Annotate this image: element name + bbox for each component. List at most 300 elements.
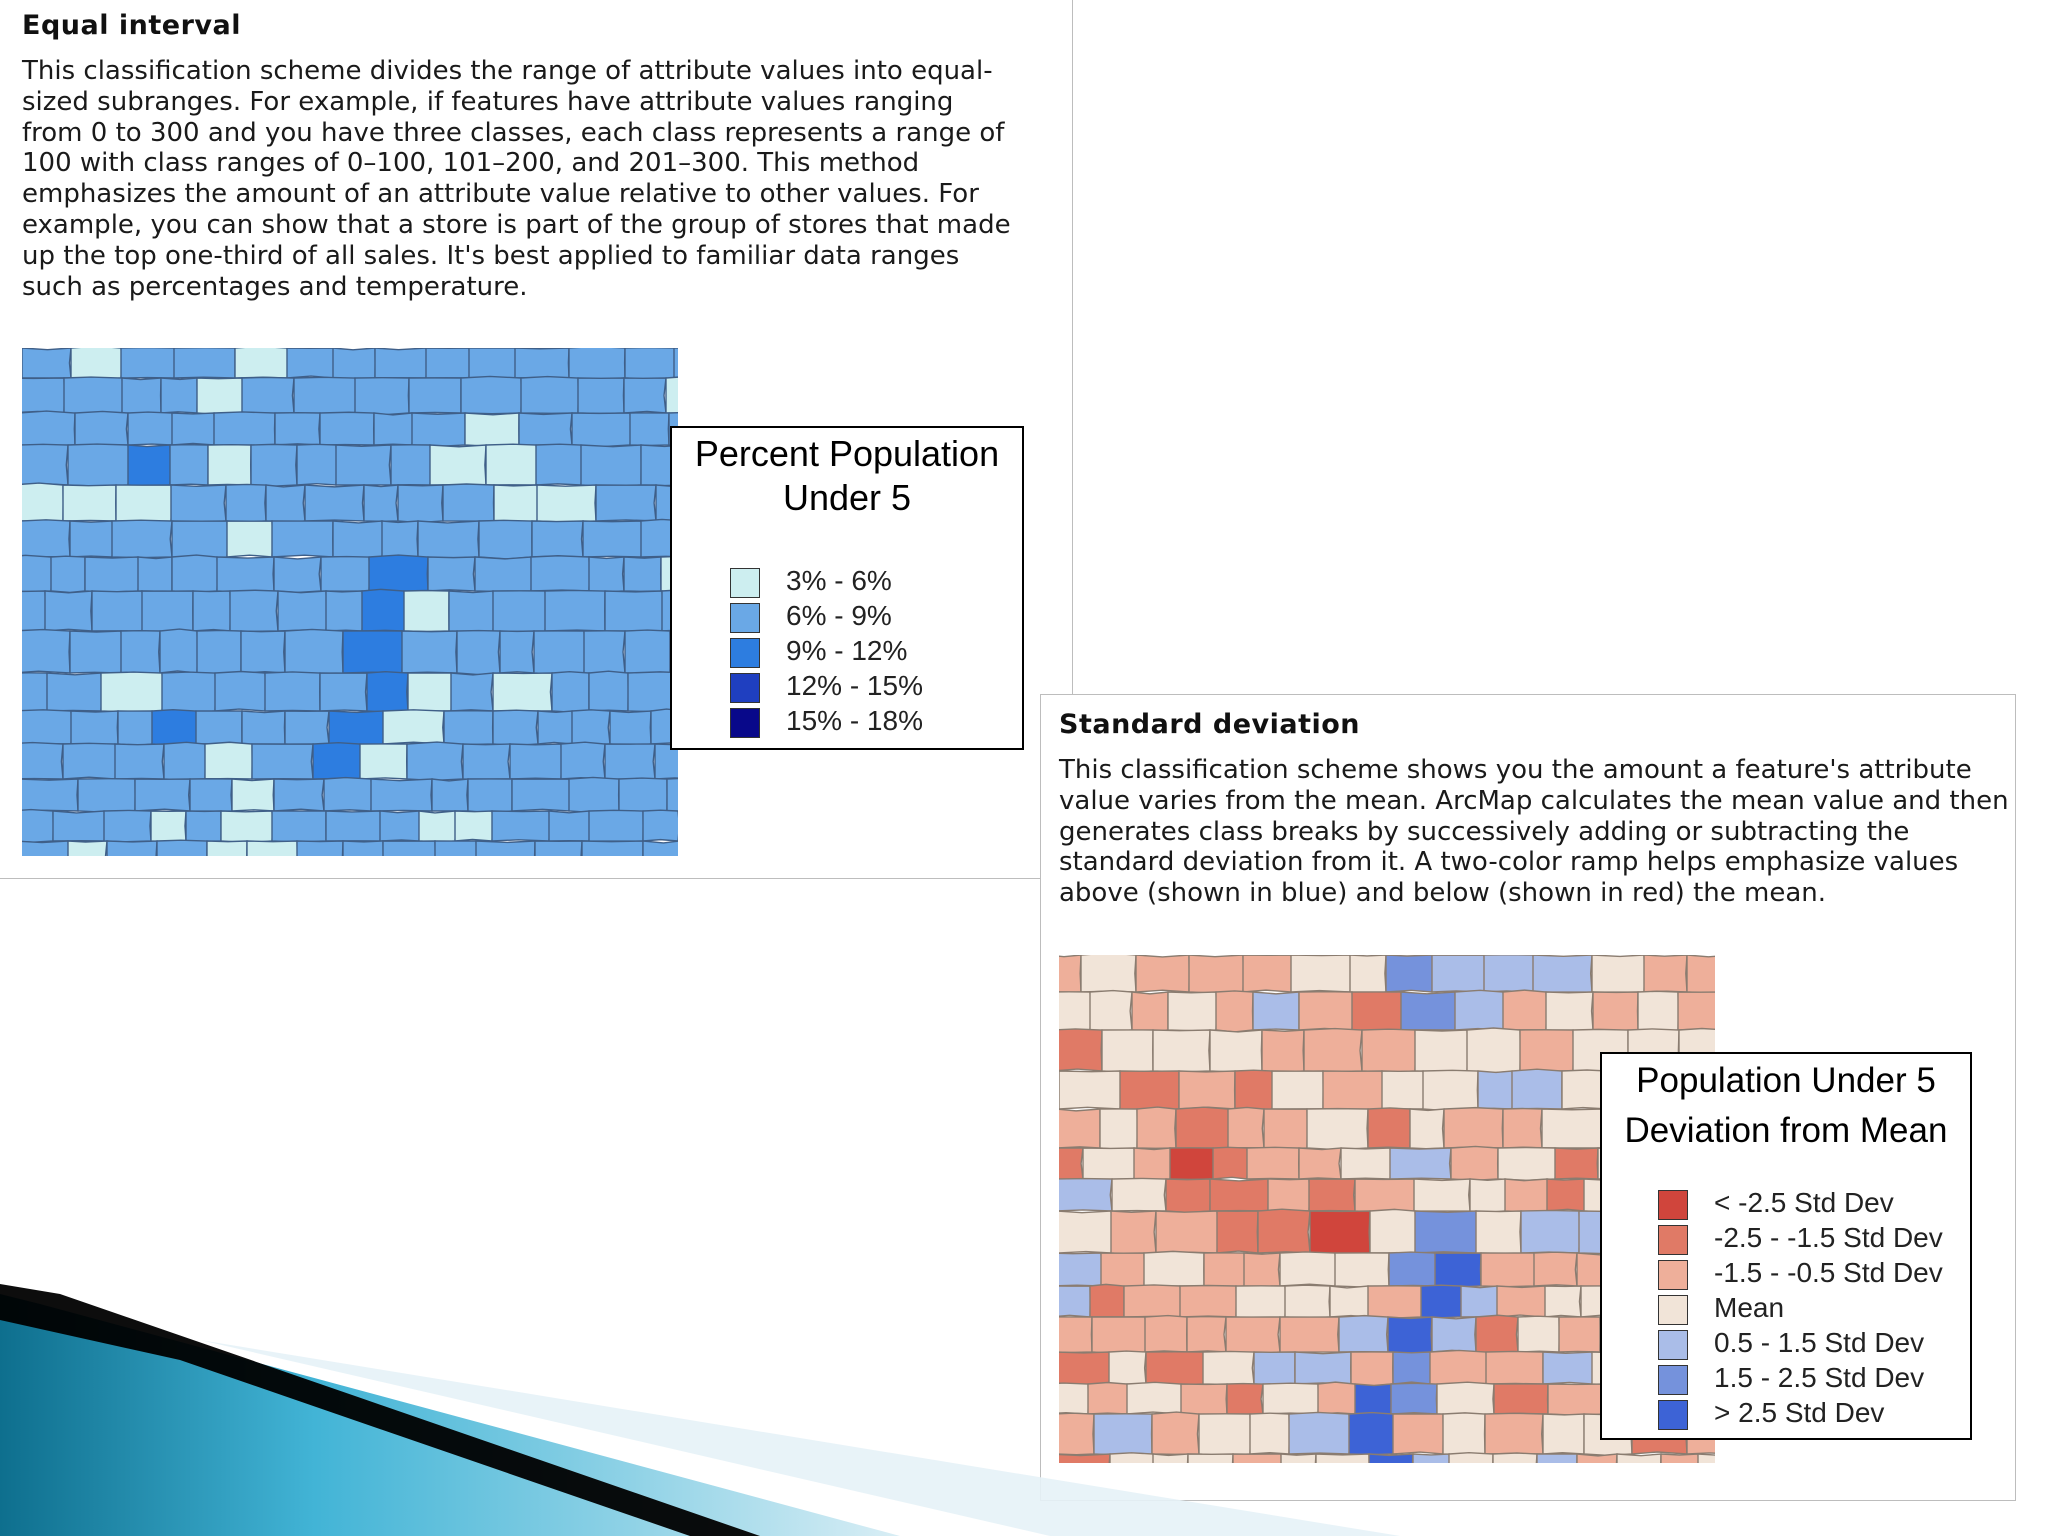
county-polygon — [1390, 1148, 1451, 1179]
county-polygon — [1059, 1071, 1121, 1109]
county-polygon — [313, 743, 362, 779]
county-polygon — [174, 348, 235, 378]
county-polygon — [135, 779, 190, 811]
legend-label: Mean — [1714, 1292, 1785, 1323]
county-polygon — [68, 841, 107, 856]
county-polygon — [274, 557, 321, 592]
county-polygon — [1638, 991, 1678, 1032]
county-polygon — [538, 711, 573, 744]
county-polygon — [63, 485, 116, 521]
county-polygon — [402, 631, 457, 673]
county-polygon — [519, 413, 572, 445]
legend-label: 6% - 9% — [786, 600, 892, 631]
county-polygon — [1166, 1179, 1210, 1213]
county-polygon — [428, 557, 475, 591]
county-polygon — [643, 841, 678, 856]
county-polygon — [22, 810, 53, 843]
standard-deviation-legend-box — [1600, 1052, 1972, 1440]
legend-label: -2.5 - -1.5 Std Dev — [1714, 1222, 1943, 1253]
legend-label: 3% - 6% — [786, 565, 892, 596]
county-polygon — [160, 629, 198, 673]
county-polygon — [1518, 1316, 1559, 1352]
county-polygon — [22, 841, 69, 856]
county-polygon — [360, 744, 407, 779]
legend-swatch — [730, 708, 760, 738]
county-polygon — [68, 444, 130, 486]
county-polygon — [493, 591, 546, 632]
county-polygon — [589, 557, 624, 592]
county-polygon — [493, 710, 538, 745]
county-polygon — [164, 742, 205, 780]
legend-swatch — [730, 638, 760, 668]
county-polygon — [22, 378, 64, 413]
county-polygon — [170, 445, 208, 485]
county-polygon — [1546, 992, 1593, 1031]
county-polygon — [217, 557, 274, 592]
county-polygon — [214, 412, 275, 447]
county-polygon — [1430, 1350, 1487, 1385]
county-polygon — [1543, 1352, 1594, 1384]
county-polygon — [101, 672, 163, 712]
county-polygon — [274, 779, 324, 811]
county-polygon — [1264, 1109, 1307, 1148]
county-polygon — [197, 378, 243, 415]
county-polygon — [605, 744, 655, 779]
county-polygon — [1548, 1384, 1607, 1415]
county-polygon — [1059, 1029, 1102, 1071]
county-polygon — [1310, 1211, 1370, 1255]
legend-swatch — [1658, 1400, 1688, 1430]
county-polygon — [1451, 1146, 1498, 1180]
county-polygon — [1421, 1285, 1462, 1318]
county-polygon — [241, 631, 285, 673]
county-polygon — [374, 413, 413, 445]
county-polygon — [22, 710, 72, 744]
county-polygon — [272, 811, 326, 842]
county-polygon — [235, 348, 288, 378]
county-polygon — [343, 841, 383, 856]
county-polygon — [409, 378, 461, 413]
county-polygon — [419, 811, 456, 842]
county-polygon — [22, 779, 78, 811]
county-polygon — [479, 520, 532, 559]
county-polygon — [1217, 1211, 1258, 1253]
county-polygon — [305, 485, 364, 521]
county-polygon — [1243, 955, 1293, 992]
county-polygon — [362, 589, 405, 631]
county-polygon — [1272, 1071, 1323, 1109]
county-polygon — [1476, 1211, 1521, 1253]
county-polygon — [407, 742, 463, 780]
county-polygon — [251, 444, 297, 486]
county-polygon — [584, 631, 625, 674]
county-polygon — [116, 485, 172, 522]
county-polygon — [1521, 1210, 1580, 1253]
county-polygon — [197, 630, 241, 673]
county-polygon — [1189, 955, 1244, 993]
county-polygon — [666, 376, 678, 413]
county-polygon — [552, 672, 589, 712]
county-polygon — [186, 811, 221, 841]
county-polygon — [22, 673, 49, 711]
county-polygon — [1137, 1107, 1176, 1148]
county-polygon — [1484, 955, 1534, 992]
county-polygon — [535, 841, 582, 856]
county-polygon — [1687, 955, 1715, 993]
county-polygon — [443, 484, 494, 521]
county-polygon — [275, 413, 320, 445]
county-polygon — [1228, 1107, 1264, 1148]
county-polygon — [326, 591, 363, 631]
county-polygon — [1533, 955, 1592, 992]
county-polygon — [1698, 1454, 1715, 1463]
county-polygon — [1370, 1209, 1416, 1253]
county-polygon — [22, 630, 70, 673]
county-polygon — [1090, 991, 1132, 1032]
county-polygon — [1299, 1148, 1341, 1179]
county-polygon — [92, 591, 144, 631]
legend-title-line2: Deviation from Mean — [1624, 1111, 1948, 1150]
county-polygon — [1352, 992, 1402, 1032]
county-polygon — [449, 591, 494, 632]
county-polygon — [333, 521, 383, 558]
county-polygon — [1493, 1453, 1537, 1463]
county-polygon — [364, 485, 398, 521]
county-polygon — [537, 485, 596, 522]
county-polygon — [545, 590, 605, 631]
county-polygon — [278, 591, 327, 631]
county-polygon — [151, 811, 186, 842]
county-polygon — [1059, 1109, 1100, 1148]
county-polygon — [333, 348, 375, 379]
county-polygon — [369, 555, 428, 592]
county-polygon — [435, 841, 477, 856]
county-polygon — [78, 779, 135, 812]
county-polygon — [242, 711, 285, 744]
county-polygon — [510, 744, 562, 779]
county-polygon — [215, 671, 266, 711]
county-polygon — [589, 671, 628, 711]
county-polygon — [430, 445, 486, 485]
county-polygon — [118, 711, 154, 746]
county-polygon — [1059, 1179, 1112, 1211]
legend-title-line1: Population Under 5 — [1636, 1061, 1936, 1100]
county-polygon — [1168, 992, 1217, 1031]
legend-title-line1: Percent Population — [694, 433, 1000, 474]
county-polygon — [329, 711, 384, 746]
county-polygon — [1213, 1147, 1248, 1179]
county-polygon — [468, 779, 512, 813]
county-polygon — [404, 590, 449, 631]
county-polygon — [172, 521, 227, 558]
county-polygon — [1362, 1029, 1416, 1072]
county-polygon — [493, 673, 552, 711]
county-polygon — [643, 810, 678, 841]
legend-title-line2: Under 5 — [782, 477, 912, 518]
county-polygon — [408, 673, 453, 711]
county-polygon — [208, 445, 251, 485]
county-polygon — [1341, 1148, 1392, 1179]
county-polygon — [64, 377, 123, 414]
county-polygon — [1368, 1108, 1410, 1148]
county-polygon — [63, 743, 116, 779]
county-polygon — [605, 591, 663, 631]
county-polygon — [582, 841, 643, 856]
county-polygon — [465, 413, 519, 446]
county-polygon — [1543, 1414, 1584, 1454]
county-polygon — [531, 556, 590, 591]
county-polygon — [1100, 1109, 1137, 1149]
county-polygon — [190, 779, 232, 811]
county-polygon — [1470, 1179, 1507, 1212]
county-polygon — [71, 711, 118, 744]
county-polygon — [128, 412, 173, 445]
county-polygon — [1432, 1317, 1476, 1352]
county-polygon — [1503, 1109, 1542, 1148]
legend-swatch — [1658, 1260, 1688, 1290]
county-polygon — [1253, 992, 1299, 1030]
county-polygon — [1415, 1211, 1478, 1253]
standard-deviation-description: This classification scheme shows you the amount a feature's attribute value varies from the mean. ArcMap calculates the mean value and then generates class breaks by successively adding or subtracting the standard deviation from it. A two-color ramp helps emphasize values above (shown in blue) and below (shown in red) the mean. — [1059, 755, 2009, 909]
county-polygon — [371, 779, 432, 811]
county-polygon — [1644, 955, 1687, 992]
county-polygon — [1156, 1211, 1218, 1253]
county-polygon — [1268, 1179, 1310, 1211]
county-polygon — [1134, 1148, 1172, 1180]
county-polygon — [1520, 1030, 1573, 1071]
county-polygon — [47, 673, 102, 711]
county-polygon — [1102, 1030, 1153, 1073]
county-polygon — [1059, 955, 1081, 993]
county-polygon — [367, 672, 408, 713]
standard-deviation-title: Standard deviation — [1059, 709, 1361, 740]
county-polygon — [476, 841, 535, 856]
county-polygon — [1304, 1029, 1362, 1072]
county-polygon — [625, 348, 675, 379]
county-polygon — [1262, 1030, 1304, 1073]
county-polygon — [221, 811, 273, 843]
county-polygon — [569, 348, 625, 379]
county-polygon — [22, 520, 70, 557]
county-polygon — [115, 744, 164, 779]
county-polygon — [1485, 1413, 1543, 1454]
county-polygon — [53, 811, 106, 841]
county-polygon — [515, 348, 569, 378]
county-polygon — [71, 348, 122, 380]
county-polygon — [104, 810, 151, 841]
county-polygon — [172, 413, 215, 445]
county-polygon — [412, 413, 465, 446]
county-polygon — [1481, 1253, 1535, 1287]
county-polygon — [1059, 992, 1091, 1031]
county-polygon — [285, 711, 329, 746]
legend-label: < -2.5 Std Dev — [1714, 1187, 1894, 1218]
county-polygon — [1258, 1209, 1310, 1253]
county-polygon — [475, 557, 532, 592]
county-polygon — [398, 485, 443, 523]
county-polygon — [355, 378, 409, 415]
county-polygon — [578, 378, 624, 414]
county-polygon — [581, 445, 641, 487]
county-polygon — [1414, 1179, 1470, 1211]
legend-swatch — [1658, 1190, 1688, 1220]
county-polygon — [70, 631, 122, 673]
county-polygon — [624, 378, 666, 413]
county-polygon — [596, 485, 656, 521]
county-polygon — [383, 710, 444, 744]
county-polygon — [227, 521, 273, 557]
county-polygon — [112, 520, 172, 557]
county-polygon — [205, 742, 252, 779]
legend-swatch — [730, 568, 760, 598]
county-polygon — [152, 710, 198, 746]
county-polygon — [380, 811, 420, 841]
county-polygon — [247, 841, 297, 856]
legend-label: 12% - 15% — [786, 670, 923, 701]
county-polygon — [1467, 1028, 1520, 1073]
legend-label: 15% - 18% — [786, 705, 923, 736]
county-polygon — [196, 711, 242, 744]
county-polygon — [1176, 1107, 1229, 1149]
county-polygon — [22, 411, 75, 445]
county-polygon — [1132, 992, 1168, 1032]
county-polygon — [1299, 992, 1353, 1030]
county-polygon — [463, 744, 510, 779]
county-polygon — [1410, 1109, 1444, 1149]
legend-label: 1.5 - 2.5 Std Dev — [1714, 1362, 1925, 1393]
county-polygon — [1083, 1148, 1135, 1181]
county-polygon — [486, 444, 538, 485]
slide-ribbon-decoration — [0, 1280, 1400, 1536]
county-polygon — [1210, 1030, 1262, 1072]
county-polygon — [1111, 1211, 1156, 1255]
county-polygon — [226, 484, 266, 522]
county-polygon — [494, 485, 539, 522]
county-polygon — [534, 631, 585, 674]
county-polygon — [1461, 1286, 1499, 1317]
county-polygon — [320, 673, 367, 711]
county-polygon — [22, 483, 63, 521]
county-polygon — [583, 521, 643, 557]
county-polygon — [157, 840, 207, 856]
county-polygon — [1435, 1253, 1481, 1287]
county-polygon — [1617, 1454, 1661, 1463]
county-polygon — [265, 672, 320, 711]
county-polygon — [1415, 1030, 1468, 1072]
equal-interval-map — [22, 348, 678, 856]
county-polygon — [51, 556, 85, 592]
county-polygon — [382, 521, 418, 557]
county-polygon — [1497, 1286, 1546, 1317]
county-polygon — [532, 521, 583, 557]
county-polygon — [1235, 1070, 1273, 1110]
county-polygon — [138, 557, 172, 591]
county-polygon — [320, 412, 374, 445]
county-polygon — [667, 778, 678, 813]
county-polygon — [1486, 1351, 1543, 1384]
county-polygon — [500, 631, 534, 673]
county-polygon — [232, 779, 274, 811]
legend-label: -1.5 - -0.5 Std Dev — [1714, 1257, 1943, 1288]
county-polygon — [492, 811, 550, 841]
county-polygon — [107, 841, 157, 856]
county-polygon — [297, 444, 337, 485]
county-polygon — [142, 591, 193, 632]
county-polygon — [1393, 1414, 1443, 1454]
county-polygon — [193, 591, 231, 631]
legend-label: 0.5 - 1.5 Std Dev — [1714, 1327, 1925, 1358]
county-polygon — [1432, 955, 1485, 992]
county-polygon — [625, 630, 671, 673]
county-polygon — [1170, 1148, 1214, 1180]
county-polygon — [1542, 1109, 1602, 1148]
county-polygon — [1307, 1109, 1368, 1150]
county-polygon — [1678, 992, 1715, 1030]
county-polygon — [22, 555, 52, 591]
county-polygon — [619, 778, 667, 812]
county-polygon — [285, 629, 343, 673]
county-polygon — [70, 521, 114, 557]
county-polygon — [391, 445, 431, 485]
equal-interval-title: Equal interval — [22, 10, 241, 41]
county-polygon — [1112, 1178, 1166, 1211]
county-polygon — [1593, 992, 1638, 1030]
county-polygon — [122, 378, 161, 414]
county-polygon — [1081, 955, 1136, 992]
county-polygon — [207, 841, 247, 856]
county-polygon — [1413, 1454, 1451, 1463]
county-polygon — [1179, 1071, 1235, 1109]
county-polygon — [272, 521, 333, 557]
county-polygon — [1386, 955, 1433, 992]
county-polygon — [75, 411, 128, 445]
county-polygon — [418, 521, 479, 558]
county-polygon — [1534, 1252, 1577, 1286]
county-polygon — [242, 377, 294, 413]
county-polygon — [1216, 991, 1253, 1032]
county-polygon — [22, 743, 63, 779]
county-polygon — [121, 631, 160, 674]
county-polygon — [451, 673, 493, 711]
legend-swatch — [730, 603, 760, 633]
county-polygon — [1545, 1286, 1581, 1317]
county-polygon — [572, 710, 610, 745]
county-polygon — [128, 445, 170, 487]
county-polygon — [1350, 955, 1386, 994]
equal-interval-description: This classification scheme divides the range of attribute values into equal-sized subranges. For example, if features have attribute values ranging from 0 to 300 and you have three classes, each class represents a range of 100 with class ranges of 0–100, 101–200, and 201–300. This method emphasizes the amount of an attribute value relative to other values. For example, you can show that a store is part of the group of stores that made up the top one-third of all sales. It's best applied to familiar data ranges such as percentages and temperature. — [22, 56, 1011, 302]
legend-swatch — [1658, 1225, 1688, 1255]
county-polygon — [630, 413, 669, 446]
county-polygon — [461, 376, 522, 413]
equal-interval-map-canvas — [22, 348, 678, 856]
county-polygon — [230, 590, 278, 631]
county-polygon — [171, 485, 226, 523]
county-polygon — [1423, 1070, 1478, 1111]
county-polygon — [287, 348, 335, 378]
county-polygon — [22, 591, 46, 633]
county-polygon — [589, 810, 643, 841]
county-polygon — [1455, 990, 1504, 1030]
county-polygon — [336, 445, 391, 485]
county-polygon — [624, 557, 661, 591]
county-polygon — [1355, 1179, 1416, 1213]
county-polygon — [1443, 1413, 1485, 1455]
county-polygon — [521, 377, 578, 414]
legend-label: > 2.5 Std Dev — [1714, 1397, 1885, 1428]
county-polygon — [252, 744, 313, 779]
county-polygon — [1494, 1384, 1548, 1414]
county-polygon — [432, 779, 468, 811]
